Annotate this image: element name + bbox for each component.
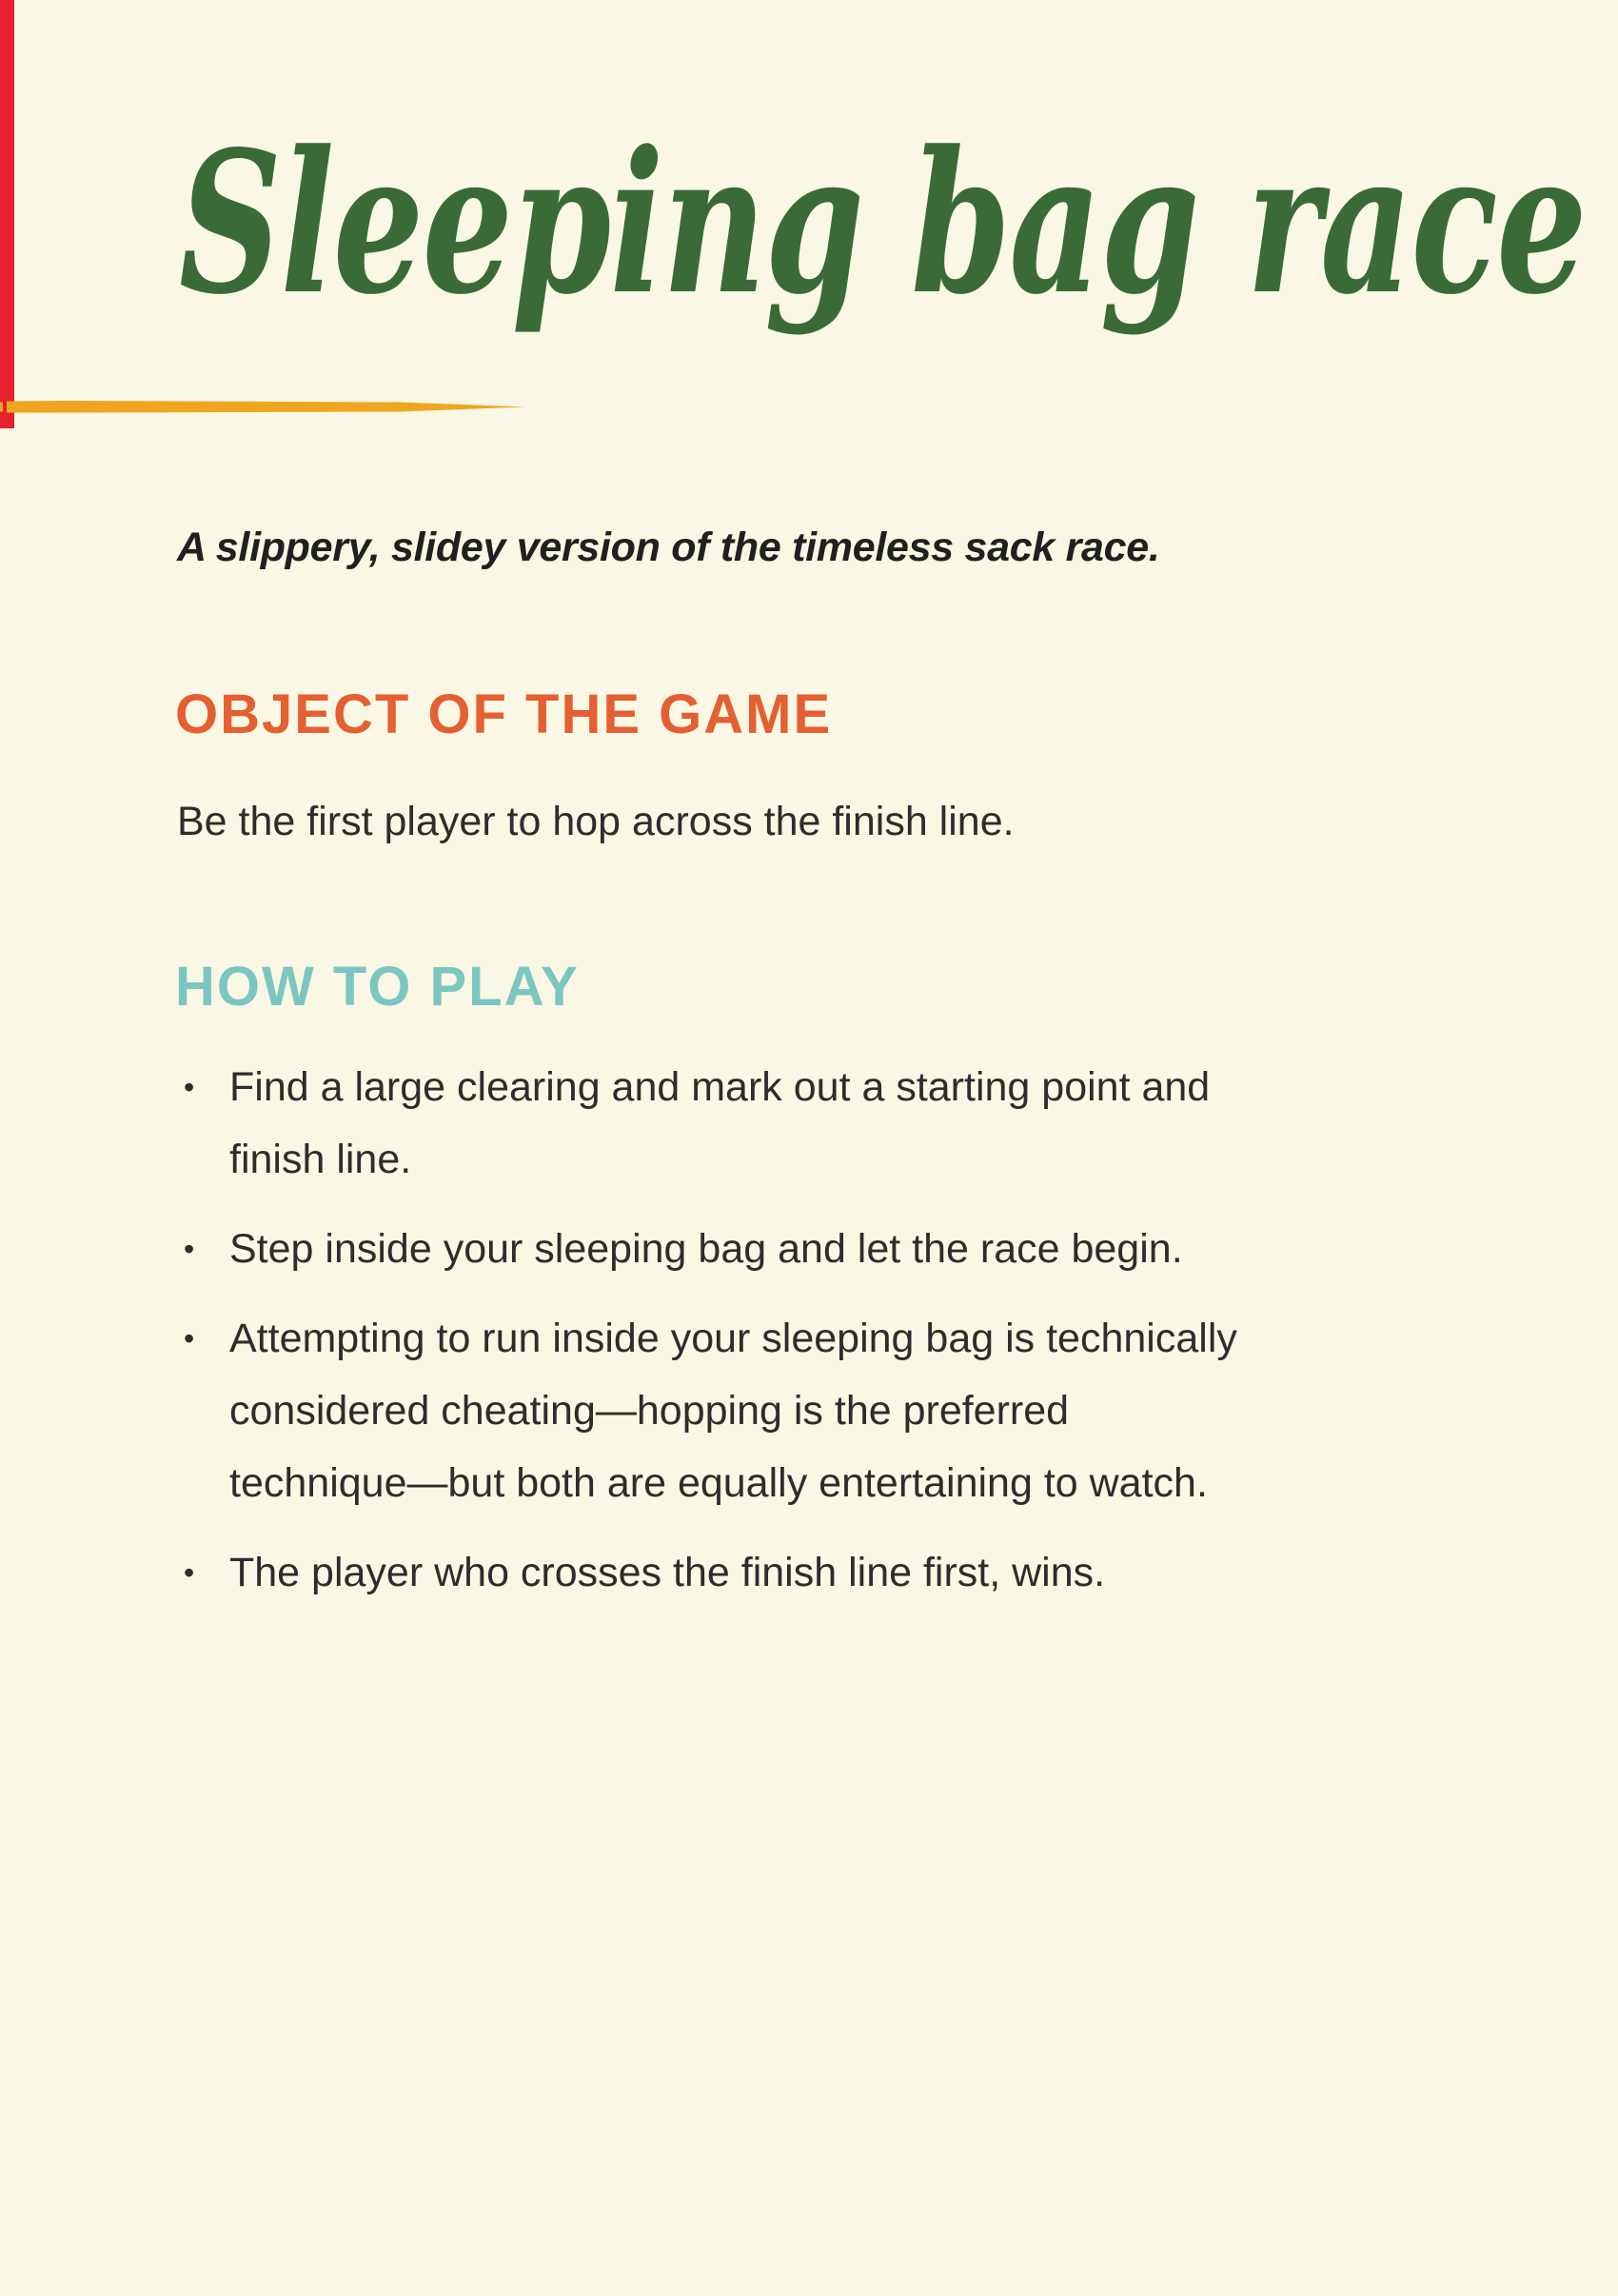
bullet-dot: •	[184, 1555, 195, 1590]
list-item	[184, 1302, 1237, 1519]
list-item-text	[229, 1302, 1237, 1519]
list-item	[184, 1051, 1237, 1196]
list-item-text	[229, 1051, 1210, 1196]
list-item-text	[229, 1213, 1183, 1285]
page-title: Sleeping bag race	[179, 109, 1587, 338]
list-item-line: considered cheating—hopping is the preferred	[229, 1388, 1070, 1434]
list-item-line: finish line.	[229, 1137, 412, 1182]
list-item-line: The player who crosses the finish line first, wins.	[229, 1550, 1106, 1595]
section-heading-object-of-the-game: OBJECT OF THE GAME	[175, 683, 833, 745]
object-of-the-game-text: Be the first player to hop across the finish line.	[177, 799, 1015, 844]
bullet-dot: •	[184, 1232, 195, 1266]
yellow-brush-divider	[0, 400, 533, 414]
tagline: A slippery, slidey version of the timeless sack race.	[177, 525, 1160, 570]
list-item-text	[229, 1536, 1105, 1609]
how-to-play-list	[184, 1051, 1237, 1626]
list-item	[184, 1536, 1237, 1609]
bullet-dot: •	[184, 1070, 195, 1104]
list-item	[184, 1213, 1237, 1285]
red-page-edge-stripe	[0, 0, 14, 428]
list-item-line: Find a large clearing and mark out a starting point and	[229, 1064, 1211, 1110]
list-item-line: technique—but both are equally entertaining to watch.	[229, 1460, 1208, 1506]
bullet-dot: •	[184, 1321, 195, 1356]
list-item-line: Attempting to run inside your sleeping bag is technically	[229, 1316, 1237, 1361]
section-heading-how-to-play: HOW TO PLAY	[175, 956, 580, 1018]
list-item-line: Step inside your sleeping bag and let the race begin.	[229, 1226, 1183, 1272]
